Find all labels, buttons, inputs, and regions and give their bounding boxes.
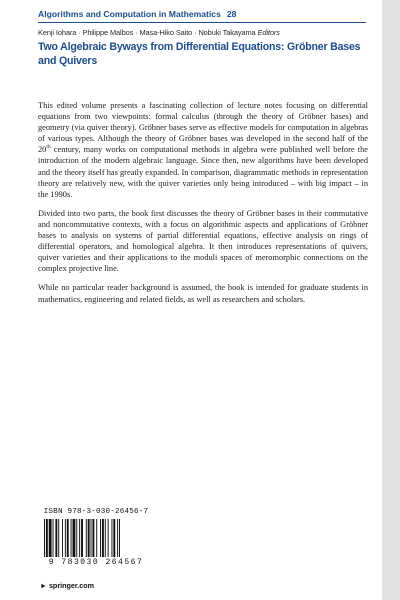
series-name: Algorithms and Computation in Mathematics [38, 9, 221, 19]
publisher-url-text: springer.com [48, 581, 95, 590]
header-rule [38, 22, 366, 23]
arrow-icon: ► [40, 583, 47, 590]
editor-names: Kenji Iohara · Philippe Malbos · Masa-Hiko Saito · Nobuki Takayama [38, 28, 256, 37]
editors-line [38, 28, 378, 37]
blurb-p1-sup: th [46, 144, 51, 151]
back-cover-blurb [38, 100, 368, 313]
isbn-label: ISBN 978-3-030-26456-7 [43, 508, 149, 516]
series-number: 28 [226, 9, 237, 19]
barcode-block [40, 508, 152, 574]
editors-role: Editors [257, 28, 280, 37]
blurb-paragraph-3: While no particular reader background is assumed, the book is intended for graduate students in mathematics, engineering and related fields, as well as researchers and scholars. [38, 283, 368, 304]
barcode-icon [44, 519, 148, 557]
spine-edge [382, 0, 400, 600]
blurb-paragraph-2: Divided into two parts, the book first discusses the theory of Gröbner bases in their commutative and noncommutative contexts, with a focus on algorithmic aspects and applications of Gröbner bases to analysis on systems of partial differential equations, effective analysis on rings of differential operators, and homological algebra. It then introduces representations of quivers, quiver varieties and their applications to the moduli spaces of meromorphic connections on the complex projective line. [38, 208, 368, 274]
book-title: Two Algebraic Byways from Differential Equations: Gröbner Bases and Quivers [38, 41, 361, 67]
blurb-p1-before: This edited volume presents a fascinating collection of lecture notes focusing on differential equations from two viewpoints: formal calculus (through the theory of Gröbner bases) and geometry (via quiver theory). Gröbner bases serve as effective models for computation in algebras of various types. Although the theory of Gröbner bases was developed in the second half of the 20 [38, 101, 368, 155]
series-line [38, 9, 378, 19]
publisher-url[interactable] [40, 581, 94, 590]
blurb-p1-after: century, many works on computational methods in algebra were published well before the introduction of the modern algebraic language. Since then, new algorithms have been developed and the theory itself has greatly expanded. In comparison, diagrammatic methods in representation theory are relatively new, with the quiver varieties only being introduced – with big impact – in the 1990s. [38, 145, 368, 199]
barcode-digits: 9 783030 264567 [48, 558, 144, 567]
blurb-paragraph-1 [38, 100, 368, 200]
